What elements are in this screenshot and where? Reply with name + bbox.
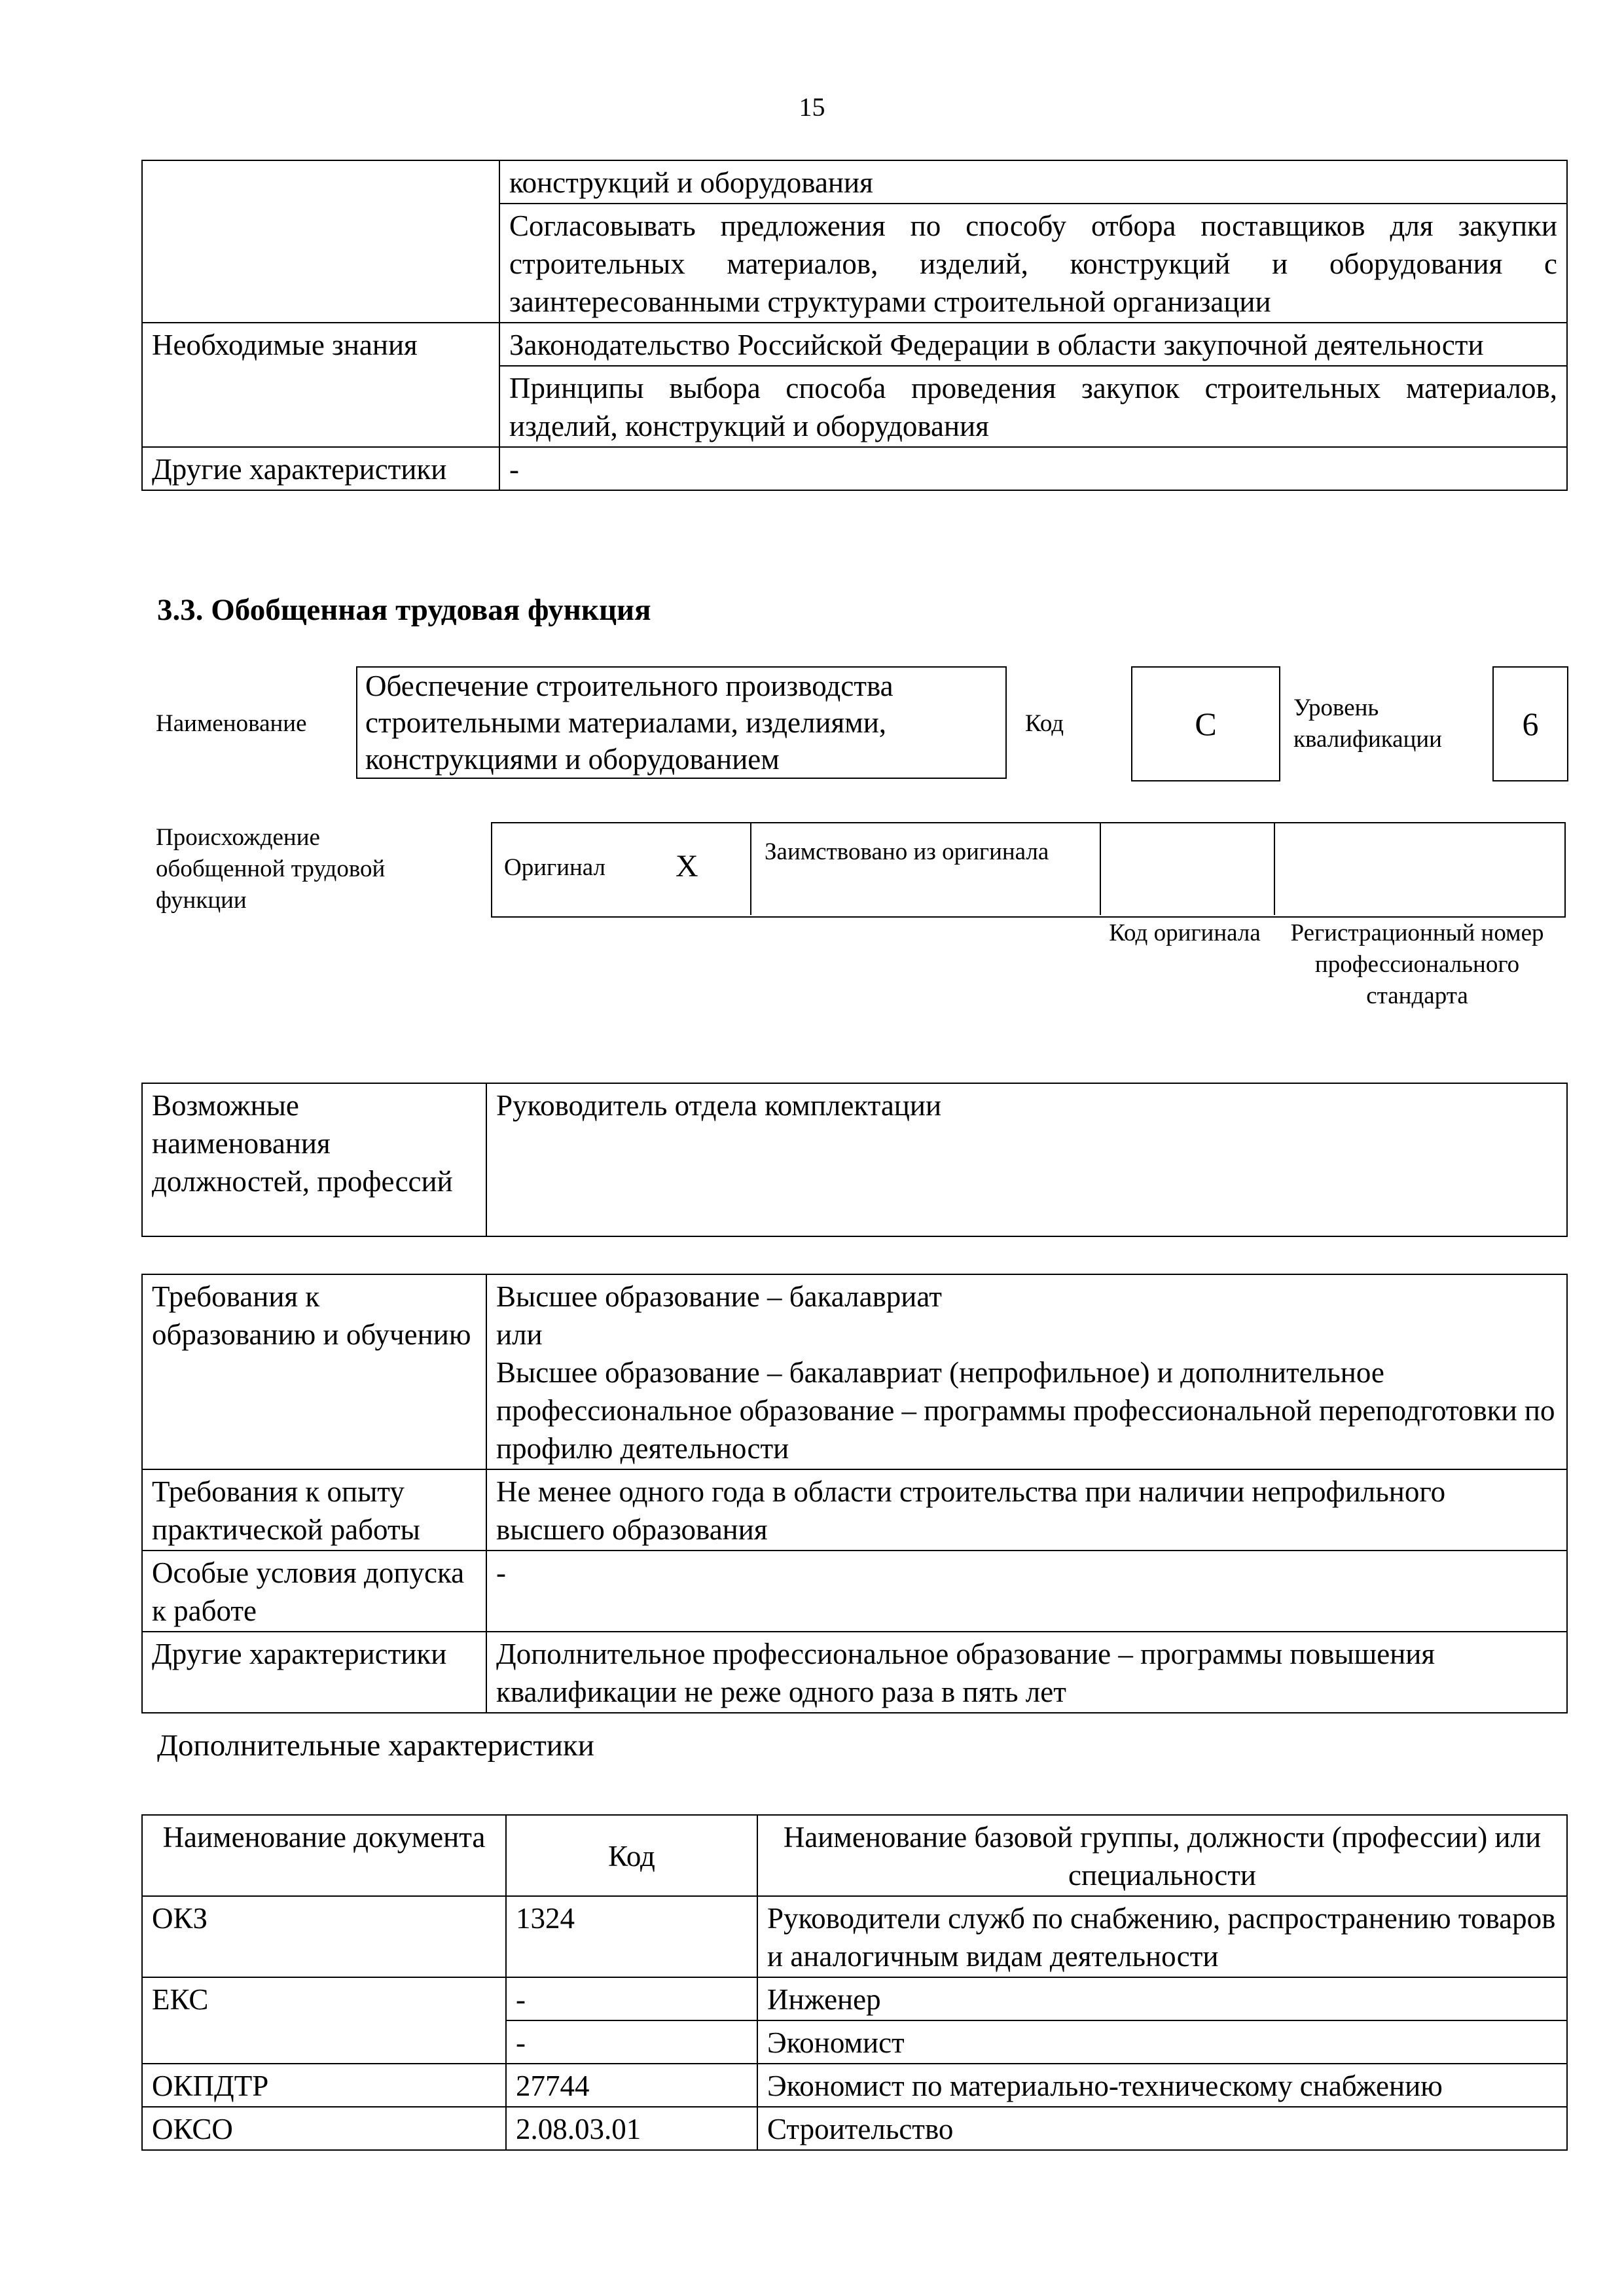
- other-characteristics-label: Другие характеристики: [142, 1632, 486, 1713]
- cell-code: 2.08.03.01: [506, 2107, 757, 2150]
- header-code: Код: [506, 1815, 757, 1896]
- table-row: [142, 1632, 1567, 1713]
- table-row: [142, 1274, 1567, 1469]
- additional-title: Дополнительные характеристики: [157, 1729, 594, 1763]
- other-characteristics-value: Дополнительное профессиональное образование – программы повышения квалификации не реже одного раза в пять лет: [486, 1632, 1567, 1713]
- table-row: [142, 447, 1567, 490]
- knowledge-label: Необходимые знания: [142, 323, 499, 447]
- education-line: Высшее образование – бакалавриат: [496, 1280, 942, 1313]
- borrowed-label: Заимствовано из оригинала: [765, 838, 1049, 865]
- origin-divider: [1100, 822, 1101, 915]
- table-row: [142, 2107, 1567, 2150]
- table-row: [142, 160, 1567, 204]
- special-conditions-label: Особые условия допуска к работе: [142, 1551, 486, 1632]
- table-row: [142, 1083, 1567, 1236]
- education-line: или: [496, 1318, 543, 1351]
- other-value: -: [499, 447, 1567, 490]
- requirements-table: [141, 1274, 1568, 1713]
- skill-text: Согласовывать предложения по способу отбора поставщиков для закупки строительных материалов, изделий, конструкций и оборудования с заинтересованными структурами строительной организации: [499, 204, 1567, 323]
- empty-label-cell: [142, 160, 499, 323]
- table-header-row: [142, 1815, 1567, 1896]
- experience-label: Требования к опыту практической работы: [142, 1469, 486, 1551]
- cell-code: -: [506, 1977, 757, 2020]
- cell-name: Строительство: [757, 2107, 1567, 2150]
- cell-doc: ОКЗ: [142, 1896, 506, 1977]
- origin-label: Происхождение обобщенной трудовой функции: [156, 824, 386, 914]
- origin-divider: [1274, 822, 1275, 915]
- name-value: Обеспечение строительного производства строительными материалами, изделиями, конструкциями и оборудованием: [356, 666, 1007, 779]
- table-row: [142, 2064, 1567, 2107]
- page-number: 15: [799, 92, 825, 122]
- top-table: [141, 160, 1568, 491]
- positions-value: Руководитель отдела комплектации: [486, 1083, 1567, 1236]
- knowledge-text: Принципы выбора способа проведения закупок строительных материалов, изделий, конструкций и оборудования: [499, 366, 1567, 447]
- cell-doc: ОКПДТР: [142, 2064, 506, 2107]
- origin-divider: [750, 822, 751, 915]
- code-original-caption: Код оригинала: [1109, 920, 1261, 946]
- reg-number-caption: Регистрационный номер профессионального стандарта: [1290, 920, 1544, 1009]
- original-mark: X: [676, 849, 698, 884]
- positions-table: [141, 1083, 1568, 1237]
- name-label: Наименование: [156, 710, 307, 737]
- table-row: [142, 323, 1567, 366]
- cell-name: Экономист по материально-техническому снабжению: [757, 2064, 1567, 2107]
- skill-text: конструкций и оборудования: [499, 160, 1567, 204]
- positions-label: Возможные наименования должностей, профессий: [142, 1083, 486, 1236]
- code-label: Код: [1025, 710, 1064, 737]
- table-row: [142, 1977, 1567, 2020]
- special-conditions-value: -: [486, 1551, 1567, 1632]
- header-doc: Наименование документа: [142, 1815, 506, 1896]
- knowledge-text: Законодательство Российской Федерации в области закупочной деятельности: [499, 323, 1567, 366]
- cell-code: 27744: [506, 2064, 757, 2107]
- cell-code: -: [506, 2020, 757, 2064]
- additional-table: [141, 1814, 1568, 2151]
- level-label: Уровень квалификации: [1293, 694, 1442, 753]
- cell-doc: ОКСО: [142, 2107, 506, 2150]
- cell-name: Экономист: [757, 2020, 1567, 2064]
- section-heading: 3.3. Обобщенная трудовая функция: [157, 593, 651, 627]
- cell-name: Руководители служб по снабжению, распространению товаров и аналогичным видам деятельности: [757, 1896, 1567, 1977]
- education-label: Требования к образованию и обучению: [142, 1274, 486, 1469]
- cell-doc: ЕКС: [142, 1977, 506, 2064]
- original-label: Оригинал: [504, 854, 606, 881]
- education-value: [486, 1274, 1567, 1469]
- table-row: [142, 1469, 1567, 1551]
- cell-name: Инженер: [757, 1977, 1567, 2020]
- level-value: 6: [1492, 666, 1568, 781]
- other-label: Другие характеристики: [142, 447, 499, 490]
- cell-code: 1324: [506, 1896, 757, 1977]
- education-line: Высшее образование – бакалавриат (непрофильное) и дополнительное профессиональное образование – программы профессиональной переподготовки по профилю деятельности: [496, 1356, 1555, 1465]
- experience-value: Не менее одного года в области строительства при наличии непрофильного высшего образования: [486, 1469, 1567, 1551]
- table-row: [142, 1896, 1567, 1977]
- header-name: Наименование базовой группы, должности (профессии) или специальности: [757, 1815, 1567, 1896]
- code-value: C: [1131, 666, 1280, 781]
- table-row: [142, 1551, 1567, 1632]
